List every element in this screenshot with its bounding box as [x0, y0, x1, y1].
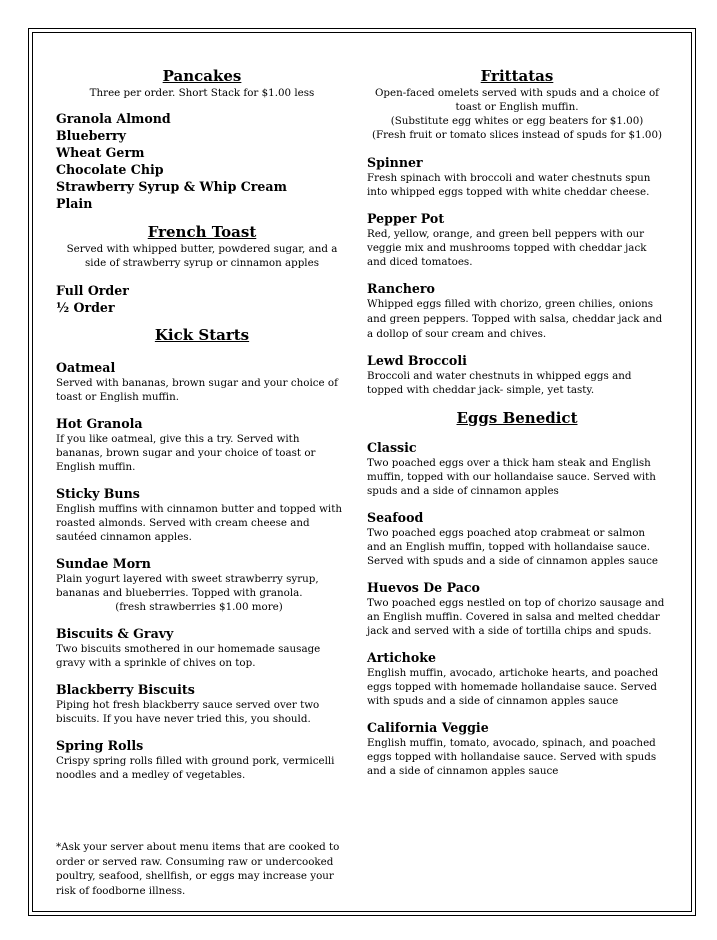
right-column — [367, 67, 667, 778]
section-title: Eggs Benedict — [456, 409, 578, 427]
item-name: California Veggie — [367, 720, 489, 735]
item-description: English muffins with cinnamon butter and topped with roasted almonds. Served with cream cheese and sautéed cinnamon apples. — [56, 503, 342, 543]
french-toast-section — [56, 223, 348, 316]
item-description: Plain yogurt layered with sweet strawberry syrup, bananas and blueberries. Topped with granola. — [56, 573, 319, 599]
item-name: Oatmeal — [56, 360, 116, 375]
pancakes-section — [56, 67, 348, 212]
section-description: Three per order. Short Stack for $1.00 less — [89, 87, 315, 99]
menu-item — [367, 439, 667, 498]
menu-item: Chocolate Chip — [56, 162, 164, 177]
kick-starts-section — [56, 326, 348, 782]
item-name: Sticky Buns — [56, 486, 140, 501]
menu-item: Strawberry Syrup & Whip Cream — [56, 179, 287, 194]
menu-item — [367, 352, 667, 397]
item-name: Sundae Morn — [56, 556, 151, 571]
foodborne-disclaimer: *Ask your server about menu items that are cooked to order or served raw. Consuming raw or undercooked poultry, seafood, shellfish, or eggs may increase your risk of foodborne illness. — [56, 841, 340, 897]
section-description: Open-faced omelets served with spuds and a choice of toast or English muffin. — [374, 87, 659, 113]
item-name: Spinner — [367, 155, 423, 170]
item-description: Broccoli and water chestnuts in whipped eggs and topped with cheddar jack- simple, yet tasty. — [367, 370, 632, 396]
eggs-benedict-section — [367, 409, 667, 778]
item-name: Hot Granola — [56, 416, 143, 431]
item-description: Whipped eggs filled with chorizo, green chilies, onions and green peppers. Topped with salsa, cheddar jack and a dollop of sour cream and chives. — [367, 298, 663, 340]
menu-item — [56, 681, 348, 726]
menu-item: Blueberry — [56, 128, 127, 143]
item-name: Seafood — [367, 510, 424, 525]
section-note: (Fresh fruit or tomato slices instead of spuds for $1.00) — [371, 129, 663, 141]
item-description: English muffin, avocado, artichoke hearts, and poached eggs topped with homemade hollandaise sauce. Served with spuds and a side of cinnamon apples sauce — [367, 667, 659, 707]
item-name: Biscuits & Gravy — [56, 626, 174, 641]
menu-item — [367, 649, 667, 708]
item-description: Two poached eggs poached atop crabmeat or salmon and an English muffin, topped with hollandaise sauce. Served with spuds and a side of cinnamon apples sauce — [367, 527, 659, 567]
item-description: Crispy spring rolls filled with ground pork, vermicelli noodles and a medley of vegetables. — [56, 755, 335, 781]
menu-item: ½ Order — [56, 300, 115, 315]
menu-item — [367, 579, 667, 638]
menu-item — [367, 509, 667, 568]
item-description: Served with bananas, brown sugar and your choice of toast or English muffin. — [56, 377, 338, 403]
section-title: French Toast — [147, 223, 257, 241]
menu-item — [56, 625, 348, 670]
item-name: Artichoke — [367, 650, 436, 665]
menu-item — [56, 485, 348, 544]
item-description: Piping hot fresh blackberry sauce served over two biscuits. If you have never tried this, you should. — [56, 699, 320, 725]
menu-item: Granola Almond — [56, 111, 171, 126]
left-column — [56, 67, 348, 782]
menu-item — [367, 719, 667, 778]
menu-item: Full Order — [56, 283, 129, 298]
item-name: Blackberry Biscuits — [56, 682, 195, 697]
item-name: Ranchero — [367, 281, 435, 296]
item-name: Pepper Pot — [367, 211, 445, 226]
french-toast-list — [56, 282, 348, 316]
item-note: (fresh strawberries $1.00 more) — [115, 601, 283, 613]
item-name: Spring Rolls — [56, 738, 144, 753]
pancake-list — [56, 110, 348, 212]
item-name: Classic — [367, 440, 417, 455]
item-description: English muffin, tomato, avocado, spinach, and poached eggs topped with hollandaise sauce. Served with spuds and a side of cinnamon apples sauce — [367, 737, 657, 777]
item-description: Two poached eggs nestled on top of chorizo sausage and an English muffin. Covered in salsa and melted cheddar jack and served with a side of tortilla chips and spuds. — [367, 597, 665, 637]
menu-item — [367, 280, 667, 342]
frittatas-section — [367, 67, 667, 397]
menu-item — [56, 737, 348, 782]
item-name: Huevos De Paco — [367, 580, 480, 595]
section-title: Kick Starts — [154, 326, 250, 344]
menu-item — [56, 555, 348, 614]
item-name: Lewd Broccoli — [367, 353, 467, 368]
section-note: (Substitute egg whites or egg beaters for $1.00) — [390, 115, 644, 127]
menu-item — [56, 415, 348, 474]
item-description: Two biscuits smothered in our homemade sausage gravy with a sprinkle of chives on top. — [56, 643, 321, 669]
menu-item — [367, 210, 667, 269]
section-title: Frittatas — [480, 67, 554, 85]
item-description: Fresh spinach with broccoli and water chestnuts spun into whipped eggs topped with white cheddar cheese. — [367, 172, 651, 198]
menu-item — [56, 359, 348, 404]
section-title: Pancakes — [162, 67, 242, 85]
item-description: Two poached eggs over a thick ham steak and English muffin, topped with our hollandaise sauce. Served with spuds and a side of cinnamon apples — [367, 457, 656, 497]
item-description: Red, yellow, orange, and green bell peppers with our veggie mix and mushrooms topped with cheddar jack and diced tomatoes. — [367, 228, 647, 268]
menu-item: Wheat Germ — [56, 145, 145, 160]
section-description: Served with whipped butter, powdered sugar, and a side of strawberry syrup or cinnamon apples — [66, 243, 338, 269]
menu-item: Plain — [56, 196, 93, 211]
menu-item — [367, 154, 667, 199]
item-description: If you like oatmeal, give this a try. Served with bananas, brown sugar and your choice of toast or English muffin. — [56, 433, 316, 473]
